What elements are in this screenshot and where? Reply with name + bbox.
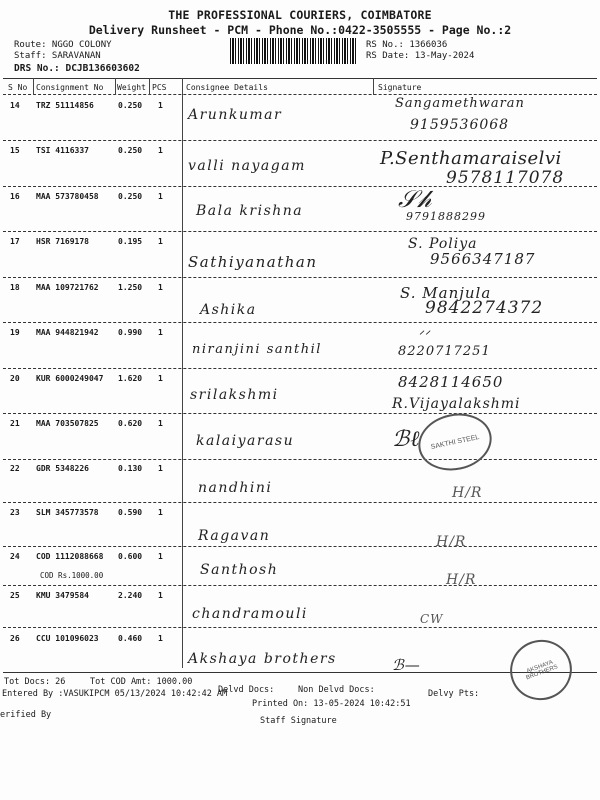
consignee-handwritten: Akshaya brothers: [188, 651, 337, 667]
signature-scribble: ℬ—: [392, 656, 421, 674]
signature-handwritten: S. Poliya: [408, 236, 478, 252]
consignee-handwritten: kalaiyarasu: [196, 433, 295, 449]
row-pcs: 1: [158, 464, 163, 473]
consignee-handwritten: Bala krishna: [196, 203, 304, 219]
row-sno: 24: [10, 552, 20, 561]
staff-signature-label: Staff Signature: [260, 716, 337, 726]
row-weight: 0.460: [118, 634, 143, 643]
signature-phone: 9578117078: [446, 168, 565, 188]
row-consignment: KMU 3479584: [36, 591, 89, 600]
runsheet-subtitle: Delivery Runsheet - PCM - Phone No.:0422-3505555 - Page No.:2: [88, 23, 512, 37]
row-weight: 0.130: [118, 464, 143, 473]
row-sno: 20: [10, 374, 20, 383]
signature-phone: 9791888299: [406, 210, 486, 223]
row-sno: 22: [10, 464, 20, 473]
signature-handwritten: S. Manjula: [400, 284, 492, 302]
header-divider: [3, 94, 597, 95]
row-sno: 18: [10, 283, 20, 292]
barcode-image: [230, 38, 358, 64]
consignee-handwritten: Sathiyanathan: [188, 253, 318, 271]
col-pcs: PCS: [152, 83, 167, 92]
row-pcs: 1: [158, 146, 163, 155]
row-pcs: 1: [158, 101, 163, 110]
signature-scribble: 𝒮𝒽: [398, 185, 433, 213]
col-divider: [149, 78, 150, 95]
signature-handwritten: H/R: [446, 572, 477, 588]
company-title: THE PROFESSIONAL COURIERS, COIMBATORE: [168, 8, 432, 22]
row-consignment: KUR 6000249047: [36, 374, 104, 383]
consignee-handwritten: srilakshmi: [190, 387, 279, 403]
signature-phone: 8428114650: [398, 373, 504, 391]
verified-by: erified By: [0, 710, 52, 720]
row-weight: 0.620: [118, 419, 143, 428]
company-stamp: AKSHAYA BROTHERS: [502, 631, 581, 709]
cod-amount: COD Rs.1000.00: [40, 571, 104, 580]
drs-number: DRS No.: DCJB136603602: [14, 63, 140, 74]
consignee-handwritten: chandramouli: [192, 606, 308, 622]
consignee-handwritten: Santhosh: [200, 562, 279, 578]
col-consignment: Consignment No: [36, 83, 104, 92]
row-divider: [3, 322, 597, 323]
company-stamp: SAKTHI STEEL: [413, 407, 497, 477]
col-sno: S No: [8, 83, 28, 92]
signature-handwritten: CW: [420, 612, 444, 626]
row-sno: 16: [10, 192, 20, 201]
row-weight: 2.240: [118, 591, 143, 600]
row-consignment: TRZ 51114856: [36, 101, 94, 110]
signature-handwritten: P.Senthamaraiselvi: [380, 148, 562, 169]
non-delivered-docs: Non Delvd Docs:: [298, 685, 375, 695]
row-weight: 0.250: [118, 101, 143, 110]
consignee-handwritten: valli nayagam: [188, 158, 306, 174]
rs-number: RS No.: 1366036: [366, 40, 448, 50]
row-pcs: 1: [158, 283, 163, 292]
row-pcs: 1: [158, 591, 163, 600]
row-sno: 15: [10, 146, 20, 155]
row-sno: 17: [10, 237, 20, 246]
row-divider: [3, 627, 597, 628]
consignee-handwritten: Arunkumar: [188, 107, 283, 123]
row-divider: [3, 231, 597, 232]
delivered-docs: Delvd Docs:: [218, 685, 275, 695]
row-sno: 14: [10, 101, 20, 110]
row-consignment: SLM 345773578: [36, 508, 99, 517]
row-sno: 25: [10, 591, 20, 600]
row-weight: 0.250: [118, 146, 143, 155]
consignee-handwritten: nandhini: [198, 480, 273, 496]
consignee-handwritten: Ashika: [200, 302, 257, 318]
row-divider: [3, 277, 597, 278]
row-sno: 26: [10, 634, 20, 643]
signature-handwritten: H/R: [452, 485, 483, 501]
signature-handwritten: R.Vijayalakshmi: [392, 396, 521, 412]
row-weight: 1.620: [118, 374, 143, 383]
col-signature: Signature: [378, 83, 422, 92]
delivery-points: Delvy Pts:: [428, 689, 480, 699]
row-consignment: TSI 4116337: [36, 146, 89, 155]
row-pcs: 1: [158, 508, 163, 517]
signature-scribble: ℬℓ: [392, 427, 421, 452]
signature-handwritten: Sangamethwaran: [395, 96, 525, 111]
row-divider: [3, 546, 597, 547]
row-consignment: GDR 5348226: [36, 464, 89, 473]
row-consignment: MAA 573780458: [36, 192, 99, 201]
col-divider: [115, 78, 116, 95]
signature-phone: 9842274372: [425, 298, 544, 318]
row-pcs: 1: [158, 328, 163, 337]
row-sno: 23: [10, 508, 20, 517]
signature-phone: 9566347187: [430, 250, 536, 268]
row-consignment: CCU 101096023: [36, 634, 99, 643]
row-consignment: MAA 109721762: [36, 283, 99, 292]
route-label: Route: NGGO COLONY: [14, 40, 112, 50]
row-pcs: 1: [158, 552, 163, 561]
printed-on: Printed On: 13-05-2024 10:42:51: [252, 699, 411, 709]
total-docs: Tot Docs: 26: [4, 677, 66, 687]
row-consignment: MAA 944821942: [36, 328, 99, 337]
row-weight: 0.990: [118, 328, 143, 337]
row-pcs: 1: [158, 237, 163, 246]
row-weight: 1.250: [118, 283, 143, 292]
row-weight: 0.590: [118, 508, 143, 517]
entered-by: Entered By :VASUKIPCM 05/13/2024 10:42:42 AM: [2, 689, 228, 699]
row-sno: 21: [10, 419, 20, 428]
rs-date: RS Date: 13-May-2024: [366, 51, 475, 61]
row-divider: [3, 502, 597, 503]
row-weight: 0.250: [118, 192, 143, 201]
consignee-handwritten: Ragavan: [198, 528, 271, 544]
row-weight: 0.195: [118, 237, 143, 246]
signature-phone: 8220717251: [398, 344, 491, 359]
row-divider: [3, 459, 597, 460]
row-pcs: 1: [158, 419, 163, 428]
row-consignment: MAA 703507825: [36, 419, 99, 428]
col-divider: [373, 78, 374, 95]
consignee-divider: [182, 78, 183, 668]
col-weight: Weight: [117, 83, 146, 92]
table-bottom-border: [3, 672, 597, 673]
signature-scribble: ᐟᐟ: [418, 328, 431, 342]
row-weight: 0.600: [118, 552, 143, 561]
row-divider: [3, 368, 597, 369]
staff-label: Staff: SARAVANAN: [14, 51, 101, 61]
row-consignment: COD 1112088668: [36, 552, 104, 561]
row-consignment: HSR 7169178: [36, 237, 89, 246]
col-divider: [33, 78, 34, 95]
row-pcs: 1: [158, 192, 163, 201]
col-consignee: Consignee Details: [186, 83, 268, 92]
consignee-handwritten: niranjini santhil: [192, 342, 322, 357]
total-cod-amount: Tot COD Amt: 1000.00: [90, 677, 193, 687]
row-sno: 19: [10, 328, 20, 337]
row-pcs: 1: [158, 634, 163, 643]
signature-phone: 9159536068: [410, 117, 510, 133]
row-pcs: 1: [158, 374, 163, 383]
table-top-border: [3, 78, 597, 79]
row-divider: [3, 140, 597, 141]
row-divider: [3, 585, 597, 586]
signature-handwritten: H/R: [436, 534, 467, 550]
row-divider: [3, 413, 597, 414]
